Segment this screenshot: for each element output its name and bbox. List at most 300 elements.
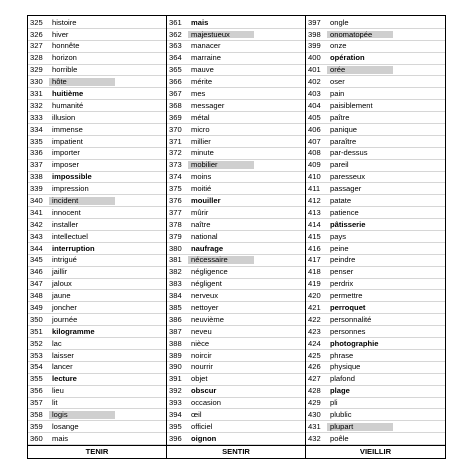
item-word: nerveux — [191, 291, 219, 301]
list-item — [306, 290, 445, 302]
item-word: opération — [330, 53, 365, 63]
item-word: pareil — [330, 160, 349, 170]
item-word: objet — [191, 374, 208, 384]
item-word: panique — [330, 124, 358, 134]
item-number: 334 — [30, 124, 43, 134]
list-item — [28, 136, 166, 148]
item-number: 346 — [30, 267, 43, 277]
item-number: 351 — [30, 326, 43, 336]
item-word: personnes — [330, 326, 366, 336]
item-number: 329 — [30, 65, 43, 75]
item-number: 341 — [30, 207, 43, 217]
item-number: 332 — [30, 100, 43, 110]
item-word: oignon — [191, 433, 217, 443]
item-word: marraine — [191, 53, 221, 63]
list-item — [167, 302, 305, 314]
list-item — [28, 350, 166, 362]
item-number: 407 — [308, 136, 321, 146]
list-item — [306, 231, 445, 243]
item-number: 383 — [169, 279, 182, 289]
list-item — [167, 100, 305, 112]
item-word: neveu — [191, 326, 212, 336]
item-word: occasion — [191, 398, 221, 408]
item-word: histoire — [52, 17, 77, 27]
item-word: permettre — [330, 291, 363, 301]
item-word: majestueux — [188, 31, 254, 39]
item-number: 360 — [30, 433, 43, 443]
list-item — [167, 326, 305, 338]
item-number: 408 — [308, 148, 321, 158]
item-number: 327 — [30, 41, 43, 51]
item-number: 331 — [30, 88, 43, 98]
item-word: perdrix — [330, 279, 354, 289]
item-word: photographie — [330, 338, 379, 348]
item-number: 366 — [169, 77, 182, 87]
list-item — [306, 302, 445, 314]
item-number: 418 — [308, 267, 321, 277]
list-item — [28, 409, 166, 421]
item-word: paresseux — [330, 172, 366, 182]
item-number: 406 — [308, 124, 321, 134]
item-number: 430 — [308, 410, 321, 420]
item-number: 381 — [169, 255, 182, 265]
list-item — [28, 112, 166, 124]
list-item — [28, 100, 166, 112]
list-item — [28, 148, 166, 160]
item-number: 370 — [169, 124, 182, 134]
item-number: 356 — [30, 386, 43, 396]
item-number: 343 — [30, 231, 43, 241]
item-number: 377 — [169, 207, 182, 217]
item-number: 363 — [169, 41, 182, 51]
list-item — [306, 41, 445, 53]
item-word: œil — [191, 410, 202, 420]
list-item — [306, 183, 445, 195]
item-word: noircir — [191, 350, 212, 360]
list-item — [306, 160, 445, 172]
item-word: intellectuel — [52, 231, 88, 241]
column-2 — [167, 16, 306, 445]
list-item — [306, 53, 445, 65]
list-item — [306, 207, 445, 219]
item-word: lieu — [52, 386, 64, 396]
item-word: plage — [330, 386, 350, 396]
item-number: 421 — [308, 303, 321, 313]
item-word: jaillir — [52, 267, 68, 277]
item-number: 416 — [308, 243, 321, 253]
list-item — [167, 76, 305, 88]
list-item — [167, 112, 305, 124]
item-word: plupart — [327, 423, 393, 431]
item-number: 389 — [169, 350, 182, 360]
item-number: 350 — [30, 314, 43, 324]
list-item — [306, 136, 445, 148]
item-word: huitième — [52, 88, 84, 98]
item-word: mauve — [191, 65, 214, 75]
footer-column-3: VIEILLIR — [306, 445, 445, 458]
list-item — [306, 65, 445, 77]
list-item — [306, 386, 445, 398]
list-item — [167, 172, 305, 184]
item-number: 369 — [169, 112, 182, 122]
item-word: humanité — [52, 100, 84, 110]
item-word: imposer — [52, 160, 80, 170]
list-item — [28, 433, 166, 445]
item-word: honnête — [52, 41, 80, 51]
list-item — [306, 255, 445, 267]
item-number: 354 — [30, 362, 43, 372]
item-word: logis — [49, 411, 115, 419]
item-word: lecture — [52, 374, 77, 384]
item-number: 388 — [169, 338, 182, 348]
item-number: 427 — [308, 374, 321, 384]
item-word: jaune — [52, 291, 71, 301]
item-number: 409 — [308, 160, 321, 170]
item-word: négligent — [191, 279, 222, 289]
item-word: mobilier — [188, 161, 254, 169]
item-word: mérite — [191, 77, 213, 87]
list-item — [28, 65, 166, 77]
list-item — [167, 183, 305, 195]
list-item — [28, 338, 166, 350]
list-item — [28, 172, 166, 184]
item-word: paisiblement — [330, 100, 373, 110]
item-word: pain — [330, 88, 345, 98]
list-item — [306, 338, 445, 350]
item-word: penser — [330, 267, 354, 277]
item-number: 379 — [169, 231, 182, 241]
item-number: 424 — [308, 338, 321, 348]
item-word: joncher — [52, 303, 77, 313]
item-word: mes — [191, 88, 206, 98]
list-item — [28, 124, 166, 136]
item-word: phrase — [330, 350, 354, 360]
item-number: 399 — [308, 41, 321, 51]
item-word: minute — [191, 148, 214, 158]
item-word: nourrir — [191, 362, 213, 372]
list-item — [28, 255, 166, 267]
list-item — [167, 148, 305, 160]
item-word: kilogramme — [52, 326, 95, 336]
item-number: 339 — [30, 184, 43, 194]
list-item — [167, 279, 305, 291]
list-item — [28, 362, 166, 374]
item-word: peine — [330, 243, 349, 253]
item-word: hôte — [49, 78, 115, 86]
item-number: 345 — [30, 255, 43, 265]
item-number: 422 — [308, 314, 321, 324]
list-item — [167, 160, 305, 172]
item-word: plublic — [330, 410, 352, 420]
item-word: onomatopée — [327, 31, 393, 39]
list-item — [306, 148, 445, 160]
item-number: 413 — [308, 207, 321, 217]
item-number: 395 — [169, 421, 182, 431]
item-word: oser — [330, 77, 345, 87]
list-item — [167, 350, 305, 362]
item-word: moins — [191, 172, 212, 182]
item-word: journée — [52, 314, 78, 324]
item-word: lit — [52, 398, 58, 408]
item-number: 355 — [30, 374, 43, 384]
item-word: neuvième — [191, 314, 224, 324]
item-word: messager — [191, 100, 225, 110]
item-number: 365 — [169, 65, 182, 75]
item-number: 357 — [30, 398, 43, 408]
item-number: 387 — [169, 326, 182, 336]
item-number: 419 — [308, 279, 321, 289]
item-word: impossible — [52, 172, 92, 182]
item-number: 425 — [308, 350, 321, 360]
list-item — [306, 76, 445, 88]
item-word: pays — [330, 231, 347, 241]
list-item — [306, 219, 445, 231]
list-item — [28, 76, 166, 88]
item-word: poêle — [330, 433, 349, 443]
item-number: 336 — [30, 148, 43, 158]
item-number: 353 — [30, 350, 43, 360]
item-word: patate — [330, 196, 352, 205]
item-number: 361 — [169, 17, 182, 27]
item-number: 417 — [308, 255, 321, 265]
list-item — [28, 421, 166, 433]
item-word: importer — [52, 148, 80, 158]
list-item — [167, 65, 305, 77]
item-word: ongle — [330, 17, 349, 27]
list-item — [167, 231, 305, 243]
list-item — [167, 53, 305, 65]
list-item — [167, 386, 305, 398]
item-word: hiver — [52, 29, 69, 39]
item-word: onze — [330, 41, 347, 51]
list-item — [167, 195, 305, 207]
item-number: 372 — [169, 148, 182, 158]
list-item — [167, 314, 305, 326]
item-word: officiel — [191, 421, 213, 431]
list-item — [28, 302, 166, 314]
list-item — [28, 267, 166, 279]
item-number: 364 — [169, 53, 182, 63]
list-item — [167, 207, 305, 219]
item-number: 378 — [169, 219, 182, 229]
list-item — [28, 17, 166, 29]
list-item — [306, 409, 445, 421]
list-item — [28, 53, 166, 65]
item-number: 426 — [308, 362, 321, 372]
list-item — [28, 41, 166, 53]
item-word: métal — [191, 112, 210, 122]
item-word: physique — [330, 362, 361, 372]
list-item — [306, 421, 445, 433]
item-word: personnalité — [330, 314, 372, 324]
item-number: 328 — [30, 53, 43, 63]
list-item — [306, 350, 445, 362]
list-item — [167, 398, 305, 410]
list-item — [167, 338, 305, 350]
item-word: losange — [52, 421, 79, 431]
item-number: 414 — [308, 219, 321, 229]
item-number: 371 — [169, 136, 182, 146]
item-number: 342 — [30, 219, 43, 229]
item-number: 392 — [169, 386, 182, 396]
list-item — [167, 41, 305, 53]
list-item — [167, 421, 305, 433]
item-number: 335 — [30, 136, 43, 146]
list-item — [28, 88, 166, 100]
item-word: impression — [52, 184, 89, 194]
item-word: horrible — [52, 65, 78, 75]
list-item — [306, 243, 445, 255]
list-item — [28, 29, 166, 41]
item-number: 403 — [308, 88, 321, 98]
item-number: 352 — [30, 338, 43, 348]
item-word: pli — [330, 398, 338, 408]
list-item — [167, 255, 305, 267]
item-number: 375 — [169, 184, 182, 194]
item-number: 398 — [308, 29, 321, 39]
item-word: installer — [52, 219, 79, 229]
column-1 — [28, 16, 167, 445]
item-word: national — [191, 231, 218, 241]
list-item — [306, 17, 445, 29]
item-number: 347 — [30, 279, 43, 289]
list-item — [28, 386, 166, 398]
list-item — [306, 433, 445, 445]
list-item — [28, 314, 166, 326]
list-item — [28, 231, 166, 243]
item-number: 423 — [308, 326, 321, 336]
item-word: incident — [49, 197, 115, 205]
item-word: illusion — [52, 112, 76, 122]
item-number: 410 — [308, 172, 321, 182]
list-item — [306, 29, 445, 41]
item-number: 362 — [169, 29, 182, 39]
item-word: laisser — [52, 350, 74, 360]
footer-column-1: TENIR — [28, 445, 167, 458]
item-word: mûrir — [191, 207, 209, 217]
list-item — [167, 362, 305, 374]
item-number: 404 — [308, 100, 321, 110]
item-number: 358 — [30, 410, 43, 420]
item-number: 326 — [30, 29, 43, 39]
list-item — [167, 124, 305, 136]
list-item — [167, 433, 305, 445]
list-item — [28, 290, 166, 302]
item-number: 412 — [308, 196, 321, 205]
item-number: 359 — [30, 421, 43, 431]
item-number: 400 — [308, 53, 321, 63]
item-word: paraître — [330, 136, 357, 146]
item-number: 338 — [30, 172, 43, 182]
list-item — [306, 267, 445, 279]
item-word: intrigué — [52, 255, 77, 265]
list-item — [28, 326, 166, 338]
item-word: immense — [52, 124, 83, 134]
item-number: 349 — [30, 303, 43, 313]
item-word: obscur — [191, 386, 217, 396]
item-number: 393 — [169, 398, 182, 408]
item-word: impatient — [52, 136, 83, 146]
list-item — [28, 398, 166, 410]
item-number: 384 — [169, 291, 182, 301]
list-item — [28, 160, 166, 172]
item-word: naufrage — [191, 243, 224, 253]
list-item — [306, 172, 445, 184]
word-list-table — [27, 15, 446, 459]
item-word: interruption — [52, 243, 95, 253]
item-word: paître — [330, 112, 350, 122]
list-item — [28, 195, 166, 207]
item-word: micro — [191, 124, 210, 134]
item-number: 337 — [30, 160, 43, 170]
item-number: 325 — [30, 17, 43, 27]
item-word: mais — [191, 17, 209, 27]
list-item — [167, 17, 305, 29]
item-number: 348 — [30, 291, 43, 301]
item-number: 376 — [169, 196, 182, 205]
item-word: manacer — [191, 41, 221, 51]
item-word: peindre — [330, 255, 356, 265]
item-number: 330 — [30, 77, 43, 87]
item-word: innocent — [52, 207, 81, 217]
item-word: nièce — [191, 338, 210, 348]
list-item — [306, 279, 445, 291]
item-number: 382 — [169, 267, 182, 277]
list-item — [306, 124, 445, 136]
item-number: 397 — [308, 17, 321, 27]
item-number: 411 — [308, 184, 321, 194]
item-word: plafond — [330, 374, 355, 384]
item-word: mais — [52, 433, 69, 443]
item-word: par-dessus — [330, 148, 368, 158]
item-number: 415 — [308, 231, 321, 241]
item-number: 429 — [308, 398, 321, 408]
list-item — [167, 219, 305, 231]
list-item — [306, 362, 445, 374]
item-number: 431 — [308, 421, 321, 431]
item-word: perroquet — [330, 303, 366, 313]
list-item — [167, 290, 305, 302]
item-number: 380 — [169, 243, 182, 253]
item-number: 420 — [308, 291, 321, 301]
list-item — [28, 279, 166, 291]
item-number: 340 — [30, 196, 43, 205]
item-word: pâtisserie — [330, 219, 366, 229]
list-item — [28, 374, 166, 386]
item-word: lancer — [52, 362, 73, 372]
list-item — [167, 409, 305, 421]
item-number: 391 — [169, 374, 182, 384]
list-item — [306, 100, 445, 112]
list-item — [306, 398, 445, 410]
list-item — [306, 374, 445, 386]
item-word: négligence — [191, 267, 228, 277]
item-word: millier — [191, 136, 211, 146]
list-item — [306, 88, 445, 100]
footer-column-2: SENTIR — [167, 445, 306, 458]
list-item — [306, 314, 445, 326]
list-item — [28, 183, 166, 195]
item-word: nettoyer — [191, 303, 219, 313]
item-number: 367 — [169, 88, 182, 98]
item-word: nécessaire — [188, 256, 254, 264]
item-word: orée — [327, 66, 393, 74]
item-word: horizon — [52, 53, 77, 63]
item-number: 428 — [308, 386, 321, 396]
item-number: 386 — [169, 314, 182, 324]
list-item — [306, 326, 445, 338]
item-word: jaloux — [52, 279, 72, 289]
